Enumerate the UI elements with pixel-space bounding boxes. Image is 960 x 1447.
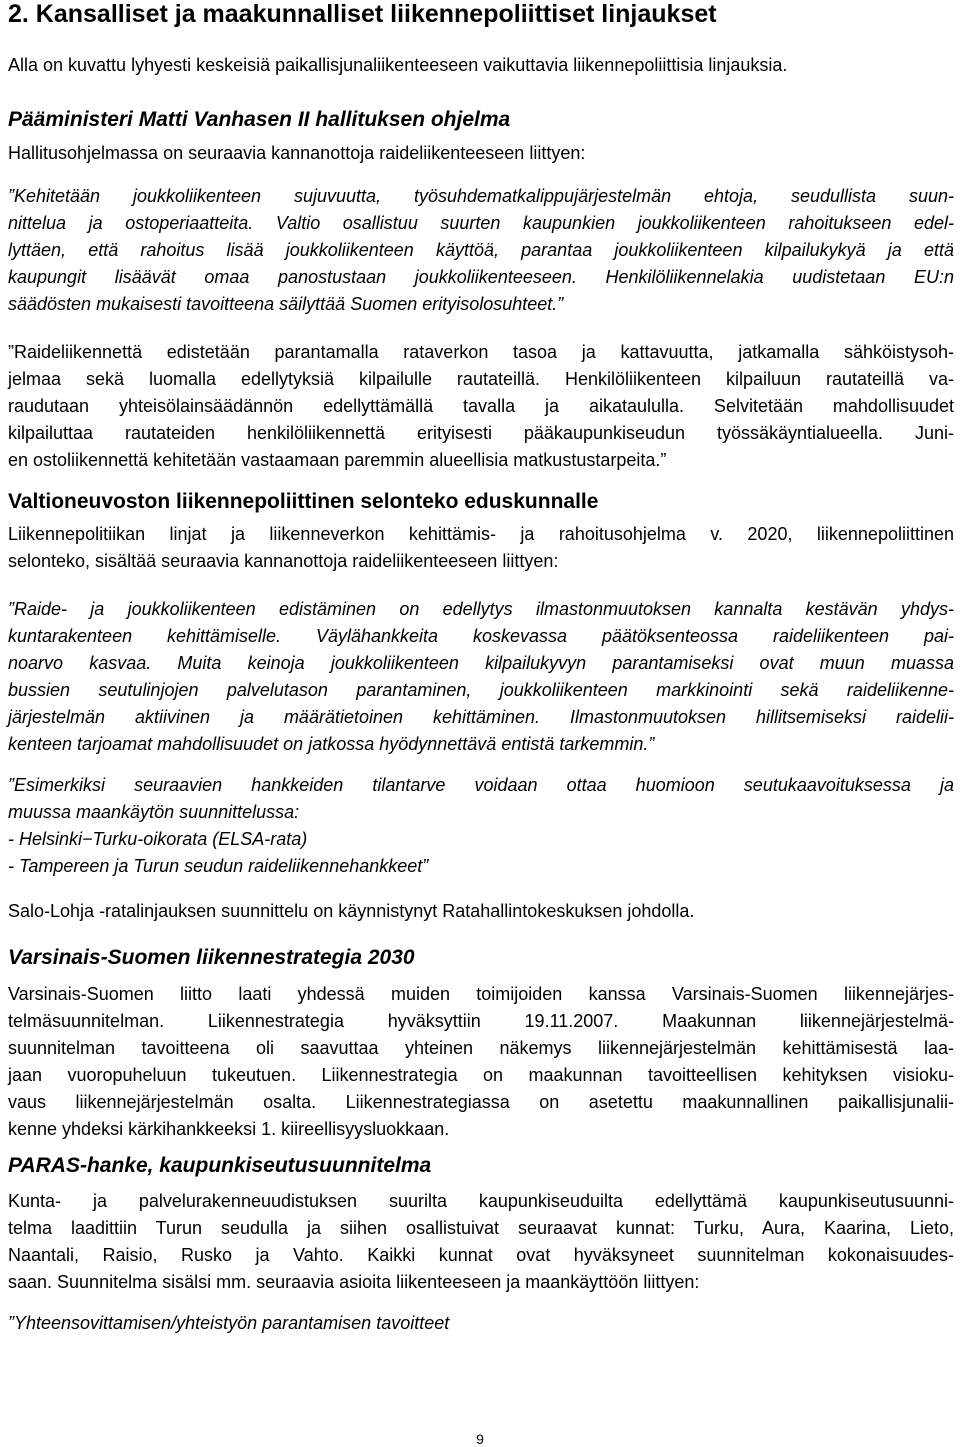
text-line: - Tampereen ja Turun seudun raideliikennehankkeet”	[8, 856, 429, 876]
text-line: bussien seutulinjojen palvelutason parantaminen, joukkoliikenteen markkinointi sekä raideliikenne-	[8, 680, 954, 700]
section4-quote	[8, 1310, 954, 1337]
section1-quote-2	[8, 339, 954, 474]
text-line: selonteko, sisältää seuraavia kannanottoja raideliikenteeseen liittyen:	[8, 551, 559, 571]
text-line: jelmaa sekä luomalla edellytyksiä kilpailulle rautateillä. Henkilöliikenteen kilpailuun rautateillä va-	[8, 369, 954, 389]
text-line: raudutaan yhteisölainsäädännön edellyttämällä tavalla ja aikataululla. Selvitetään mahdollisuudet	[8, 396, 954, 416]
text-line: Kunta- ja palvelurakenneuudistuksen suurilta kaupunkiseuduilta edellyttämä kaupunkiseutusuunni-	[8, 1191, 954, 1211]
intro-paragraph	[8, 52, 954, 79]
section-title-government-programme: Pääministeri Matti Vanhasen II hallituksen ohjelma	[8, 108, 511, 131]
text-line: jaan vuoropuheluun tukeutuen. Liikennestrategia on maakunnan tavoitteellisen kehityksen visioku-	[8, 1065, 954, 1085]
text-line: ”Kehitetään joukkoliikenteen sujuvuutta, työsuhdematkalippujärjestelmän ehtoja, seudullista suun-	[8, 186, 954, 206]
text-line: - Helsinki−Turku-oikorata (ELSA-rata)	[8, 829, 308, 849]
section2-quote-2	[8, 772, 954, 880]
text-line: saan. Suunnitelma sisälsi mm. seuraavia asioita liikenteeseen ja maankäyttöön liittyen:	[8, 1272, 700, 1292]
text-line: Varsinais-Suomen liitto laati yhdessä muiden toimijoiden kanssa Varsinais-Suomen liikennejärjes-	[8, 984, 954, 1004]
text-line: muussa maankäytön suunnittelussa:	[8, 802, 300, 822]
section-title-paras: PARAS-hanke, kaupunkiseutusuunnitelma	[8, 1154, 432, 1177]
section4-body	[8, 1188, 954, 1296]
section-title-traffic-strategy: Varsinais-Suomen liikennestrategia 2030	[8, 946, 415, 969]
text-line: kenteen tarjoamat mahdollisuudet on jatkossa hyödynnettävä entistä tarkemmin.”	[8, 734, 655, 754]
section-title-policy-report: Valtioneuvoston liikennepoliittinen selonteko eduskunnalle	[8, 490, 599, 513]
text-line: Alla on kuvattu lyhyesti keskeisiä paikallisjunaliikenteeseen vaikuttavia liikennepoliittisia linjauksia.	[8, 55, 788, 75]
text-line: telmäsuunnitelman. Liikennestrategia hyväksyttiin 19.11.2007. Maakunnan liikennejärjestelmä-	[8, 1011, 954, 1031]
section2-note	[8, 898, 954, 925]
text-line: ”Raide- ja joukkoliikenteen edistäminen on edellytys ilmastonmuutoksen kannalta kestävän yhdys-	[8, 599, 954, 619]
page-heading: 2. Kansalliset ja maakunnalliset liikennepoliittiset linjaukset	[8, 0, 717, 28]
section1-quote-1	[8, 183, 954, 318]
section2-intro	[8, 521, 954, 575]
text-line: ”Yhteensovittamisen/yhteistyön parantamisen tavoitteet	[8, 1313, 450, 1333]
text-line: kuntarakenteen kehittämiselle. Väylähankkeita koskevassa päätöksenteossa raideliikenteen pai-	[8, 626, 954, 646]
text-line: säädösten mukaisesti tavoitteena säilyttää Suomen erityisolosuhteet.”	[8, 294, 564, 314]
text-line: noarvo kasvaa. Muita keinoja joukkoliikenteen kilpailukyvyn parantamiseksi ovat muun muassa	[8, 653, 954, 673]
text-line: nittelua ja ostoperiaatteita. Valtio osallistuu suurten kaupunkien joukkoliikenteen rahoitukseen edel-	[8, 213, 954, 233]
text-line: järjestelmän aktiivinen ja määrätietoinen kehittäminen. Ilmastonmuutoksen hillitsemiseksi raidelii-	[8, 707, 954, 727]
text-line: ”Raideliikennettä edistetään parantamalla rataverkon tasoa ja kattavuutta, jatkamalla sähköistysoh-	[8, 342, 954, 362]
text-line: telma laadittiin Turun seudulla ja siihen osallistuivat seuraavat kunnat: Turku, Aura, Kaarina, Lieto,	[8, 1218, 954, 1238]
text-line: kenne yhdeksi kärkihankkeeksi 1. kiireellisyysluokkaan.	[8, 1119, 450, 1139]
text-line: Naantali, Raisio, Rusko ja Vahto. Kaikki kunnat ovat hyväksyneet suunnitelman kokonaisuudes-	[8, 1245, 954, 1265]
text-line: kilpailuttaa rautateiden henkilöliikennettä erityisesti pääkaupunkiseudun työssäkäyntialueella. Juni-	[8, 423, 954, 443]
text-line: ”Esimerkiksi seuraavien hankkeiden tilantarve voidaan ottaa huomioon seutukaavoituksessa ja	[8, 775, 954, 795]
text-line: lyttäen, että rahoitus lisää joukkoliikenteen käyttöä, parantaa joukkoliikenteen kilpailukykyä ja että	[8, 240, 954, 260]
section2-quote-1	[8, 596, 954, 758]
text-line: Salo-Lohja -ratalinjauksen suunnittelu on käynnistynyt Ratahallintokeskuksen johdolla.	[8, 901, 695, 921]
section1-intro	[8, 140, 954, 167]
section3-body	[8, 981, 954, 1143]
text-line: en ostoliikennettä kehitetään vastaamaan paremmin alueellisia matkustustarpeita.”	[8, 450, 667, 470]
text-line: Liikennepolitiikan linjat ja liikenneverkon kehittämis- ja rahoitusohjelma v. 2020, liikennepoliittinen	[8, 524, 954, 544]
text-line: vaus liikennejärjestelmän osalta. Liikennestrategiassa on asetettu maakunnallinen paikallisjunalii-	[8, 1092, 954, 1112]
text-line: Hallitusohjelmassa on seuraavia kannanottoja raideliikenteeseen liittyen:	[8, 143, 586, 163]
text-line: kaupungit lisäävät omaa panostustaan joukkoliikenteeseen. Henkilöliikennelakia uudistetaan EU:n	[8, 267, 954, 287]
page-number: 9	[476, 1431, 484, 1447]
text-line: suunnitelman tavoitteena oli saavuttaa yhteinen näkemys liikennejärjestelmän kehittämisestä laa-	[8, 1038, 954, 1058]
